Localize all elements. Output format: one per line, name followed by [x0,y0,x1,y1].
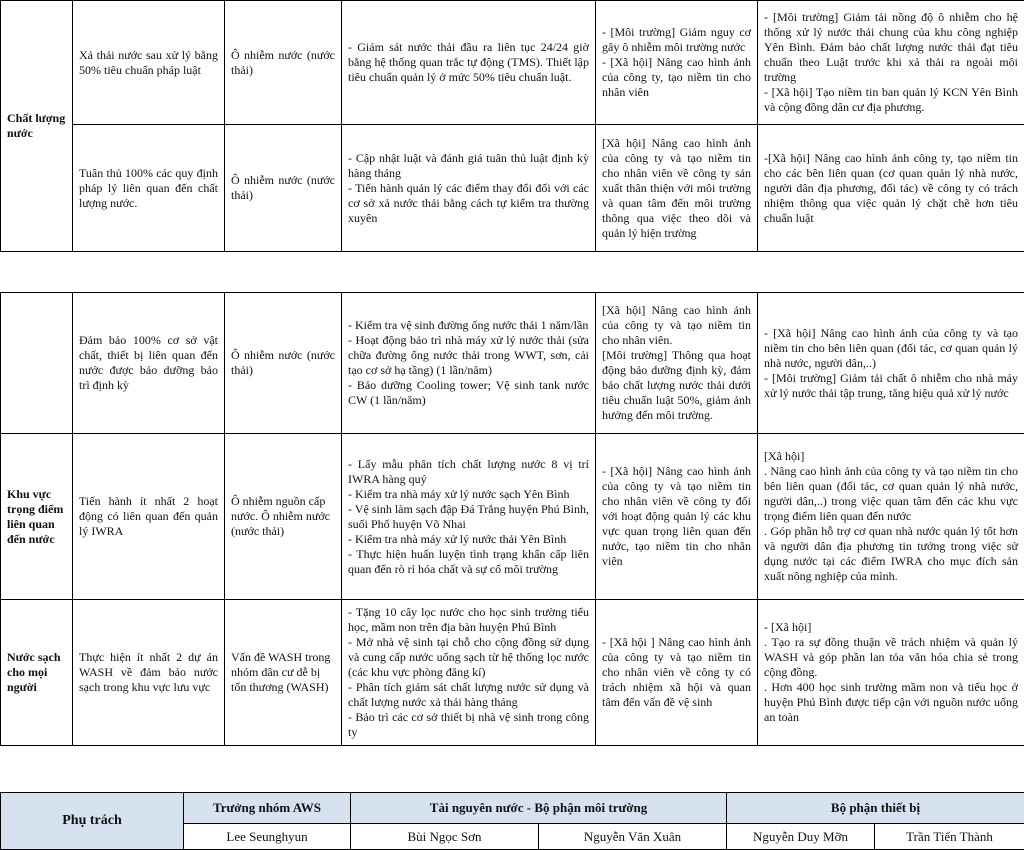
benefit-cell [596,293,758,434]
action-item: - Kiểm tra nhà máy xử lý nước thải Yên Bình [348,532,589,547]
action-item: - Thực hiện huấn luyện tình trạng khẩn cấp liên quan đến rò rỉ hóa chất và sự cố môi trường [348,547,589,577]
category-water-quality: Chất lượng nước [1,1,73,252]
action-item: - Vệ sinh làm sạch đập Đá Trắng huyện Phú Bình, suối Phổ huyện Võ Nhai [348,502,589,532]
impact-cell [758,293,1024,434]
action-item: - Tặng 10 cây lọc nước cho học sinh trường tiểu học, mầm non trên địa bàn huyện Phú Bình [348,605,589,635]
category-clean-water: Nước sạch cho mọi người [1,600,73,746]
aspect-cell: Ô nhiễm nguồn cấp nước. Ô nhiễm nước (nước thải) [225,434,342,600]
person-name: Trần Tiến Thành [875,824,1024,850]
action-item: - Kiểm tra vệ sinh đường ống nước thải 1 năm/lần [348,318,589,333]
aspect-cell: Vấn đề WASH trong nhóm dân cư dễ bị tổn thương (WASH) [225,600,342,746]
goal-cell: Tuân thủ 100% các quy định pháp lý liên quan đến chất lượng nước. [73,125,225,252]
action-item: - Bảo trì các cơ sở thiết bị nhà vệ sinh trong công ty [348,710,589,740]
benefit-item: - [Xã hội ] Nâng cao hình ảnh của công ty và tạo niềm tin cho nhân viên về công ty có trách nhiệm xã hội và quan tâm đến vấn đề vệ sinh [602,635,751,710]
impact-cell [758,125,1024,252]
benefit-item: - [Xã hội] Nâng cao hình ảnh của công ty, tạo niềm tin cho nhân viên [602,55,751,100]
impact-cell [758,1,1024,125]
category-key-areas: Khu vực trọng điểm liên quan đến nước [1,434,73,600]
action-item: - Kiểm tra nhà máy xử lý nước sạch Yên Bình [348,487,589,502]
impact-cell [758,434,1024,600]
benefit-cell [596,434,758,600]
impact-item: - [Môi trường] Giảm tải nồng độ ô nhiễm cho hệ thống xử lý nước thải chung của khu công nghiệp Yên Bình. Đảm bảo chất lượng nước thải đạt tiêu chuẩn theo Luật trước khi xả thải ra ngoài môi trường [764,10,1018,85]
group-aws-lead: Trưởng nhóm AWS [184,793,351,824]
action-item: - Cập nhật luật và đánh giá tuân thủ luật định kỳ hàng tháng [348,151,589,181]
goal-cell: Đảm bảo 100% cơ sở vật chất, thiết bị liên quan đến nước được bảo dưỡng bảo trì định kỳ [73,293,225,434]
impact-cell [758,600,1024,746]
impact-item: -[Xã hội] Nâng cao hình ảnh công ty, tạo niềm tin cho các bên liên quan (cơ quan quản lý nhà nước, người dân địa phương, đối tác) về công ty có trách nhiệm thông qua việc quản lý chặt chẽ hơn tiêu chuẩn luật [764,151,1018,226]
water-quality-table [0,0,1024,252]
person-name: Lee Seunghyun [184,824,351,850]
actions-cell [342,434,596,600]
impact-item: [Xã hội] [764,449,1018,464]
actions-cell [342,293,596,434]
action-item: - Phân tích giám sát chất lượng nước sử dụng và chất lượng nước xả thải hàng tháng [348,680,589,710]
key-areas-table [0,292,1024,746]
responsible-label: Phụ trách [1,793,184,850]
goal-cell: Thực hiện ít nhất 2 dự án WASH về đảm bảo nước sạch trong khu vực lưu vực [73,600,225,746]
impact-item: . Góp phần hỗ trợ cơ quan nhà nước quản lý tốt hơn và người dân địa phương tin tưởng trong việc sử dụng nước tại các điểm IWRA cho mục đích sản xuất nông nghiệp của mình. [764,524,1018,584]
person-name: Bùi Ngọc Sơn [351,824,539,850]
benefit-cell [596,125,758,252]
benefit-item: - [Môi trường] Giảm nguy cơ gây ô nhiễm môi trường nước [602,25,751,55]
benefit-item: [Môi trường] Thông qua hoạt động bảo dưỡng định kỳ, đảm bảo chất lượng nước thải dưới tiêu chuẩn luật 50%, giảm ảnh hưởng đến môi trường. [602,348,751,423]
impact-item: . Hơn 400 học sinh trường mầm non và tiểu học ở huyện Phú Bình được tiếp cận với nguồn nước uống an toàn [764,680,1018,725]
impact-item: - [Xã hội] Nâng cao hình ảnh của công ty và tạo niềm tin cho bên liên quan (đối tác, cơ quan quản lý nhà nước, người dân,..) [764,326,1018,371]
group-equipment: Bộ phận thiết bị [727,793,1024,824]
benefit-cell [596,600,758,746]
aspect-cell: Ô nhiễm nước (nước thải) [225,293,342,434]
action-item: - Hoạt động bảo trì nhà máy xử lý nước thải (sửa chữa đường ống nước thải trong WWT, sơn, cải tạo cơ sở hạ tầng) (1 lần/năm) [348,333,589,378]
action-item: - Mở nhà vệ sinh tại chỗ cho cộng đồng sử dụng và cung cấp nước uống sạch từ hệ thống lọc nước (các khu vực phòng đăng kí) [348,635,589,680]
category-blank [1,293,73,434]
impact-item: - [Xã hội] Tạo niềm tin ban quản lý KCN Yên Bình và cộng đồng dân cư địa phương. [764,85,1018,115]
benefit-item: - [Xã hội] Nâng cao hình ảnh của công ty và tạo niềm tin cho nhân viên về công ty đối với hoạt động quản lý các khu vực quan trọng liên quan đến nước, tạo niềm tin cho nhân viên [602,464,751,569]
goal-cell: Xả thải nước sau xử lý bằng 50% tiêu chuẩn pháp luật [73,1,225,125]
impact-item: - [Xã hội] [764,620,1018,635]
aspect-cell: Ô nhiễm nước (nước thải) [225,125,342,252]
actions-cell [342,600,596,746]
person-name: Nguyễn Văn Xuân [539,824,727,850]
benefit-cell [596,1,758,125]
impact-item: . Nâng cao hình ảnh của công ty và tạo niềm tin cho bên liên quan (đối tác, cơ quan quản lý nhà nước, người dân,..) trong việc quan tâm đến các khu vực trọng điểm liên quan đến nước [764,464,1018,524]
action-item: - Bảo dưỡng Cooling tower; Vệ sinh tank nước CW (1 lần/năm) [348,378,589,408]
actions-cell [342,125,596,252]
benefit-item: [Xã hội] Nâng cao hình ảnh của công ty và tạo niềm tin cho nhân viên. [602,303,751,348]
group-environment: Tài nguyên nước - Bộ phận môi trường [351,793,727,824]
aspect-cell: Ô nhiễm nước (nước thải) [225,1,342,125]
actions-cell [342,1,596,125]
benefit-item: [Xã hội] Nâng cao hình ảnh của công ty và tạo niềm tin cho nhân viên về công ty sản xuất thân thiện với môi trường và quan tâm đến môi trường thông qua việc theo dõi và quản lý hiện trường [602,136,751,241]
action-item: - Giám sát nước thải đầu ra liên tục 24/24 giờ bằng hệ thống quan trắc tự động (TMS). Thiết lập tiêu chuẩn quản lý ở mức 50% tiêu chuẩn luật. [348,40,589,85]
impact-item: - [Môi trường] Giảm tải chất ô nhiễm cho nhà máy xử lý nước thải tập trung, tăng hiệu quả xử lý nước [764,371,1018,401]
action-item: - Tiến hành quản lý các điểm thay đổi đối với các cơ sở xả nước thải bằng cách tự kiểm tra thường xuyên [348,181,589,226]
goal-cell: Tiến hành ít nhất 2 hoạt động có liên quan đến quản lý IWRA [73,434,225,600]
impact-item: . Tạo ra sự đồng thuận về trách nhiệm và quản lý WASH và góp phần lan tỏa văn hóa chia sẻ trong cộng đồng. [764,635,1018,680]
person-name: Nguyễn Duy Mỡn [727,824,875,850]
responsibility-table [0,792,1024,850]
action-item: - Lấy mẫu phân tích chất lượng nước 8 vị trí IWRA hàng quý [348,457,589,487]
